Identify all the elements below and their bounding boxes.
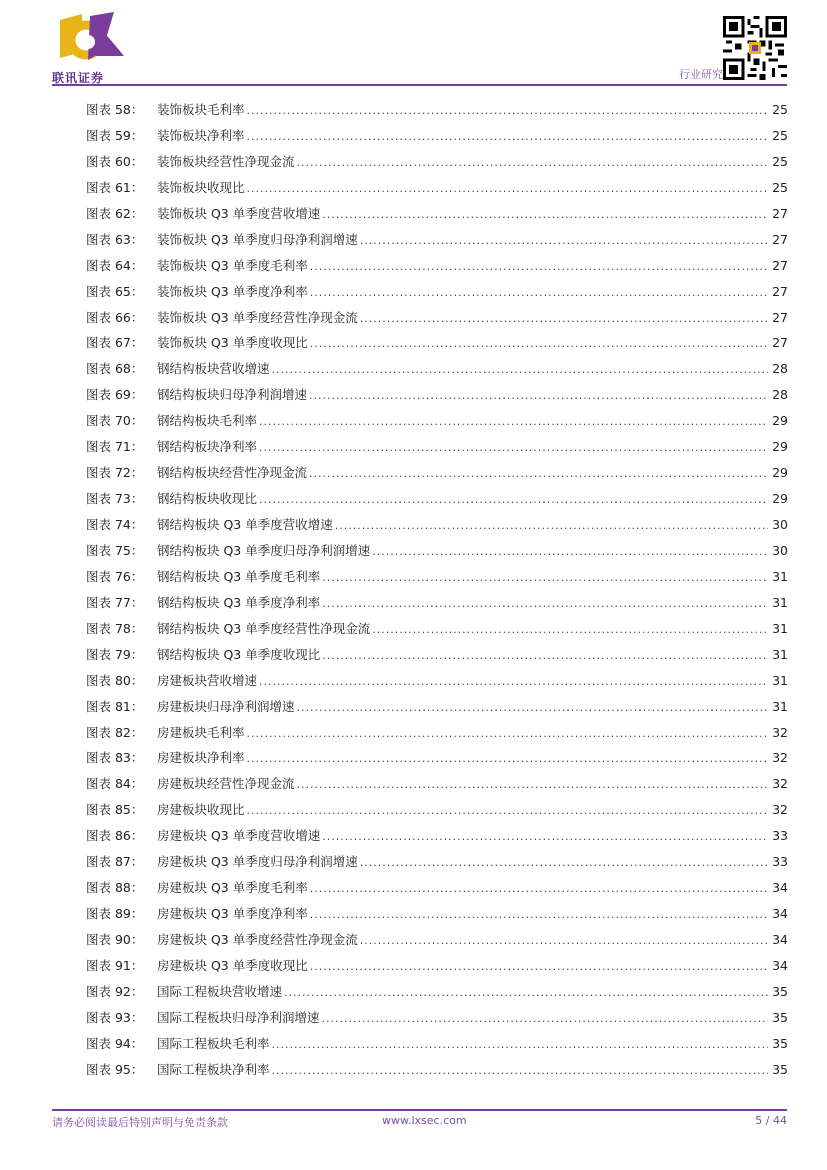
- toc-entry[interactable]: [86, 642, 788, 668]
- toc-entry-number: 图表 72：: [86, 465, 144, 481]
- toc-entry[interactable]: [86, 590, 788, 616]
- toc-entry[interactable]: [86, 538, 788, 564]
- toc-dot-leader: [372, 617, 768, 643]
- toc-entry-title[interactable]: 房建板块收现比: [157, 802, 245, 818]
- toc-entry-number: 图表 63：: [86, 231, 144, 247]
- toc-entry[interactable]: [86, 797, 788, 823]
- toc-entry-number: 图表 83：: [86, 750, 144, 766]
- toc-entry-number: 图表 84：: [86, 776, 144, 792]
- toc-entry-title[interactable]: 装饰板块收现比: [157, 179, 245, 195]
- toc-entry-title[interactable]: 装饰板块 Q3 单季度营收增速: [157, 205, 321, 221]
- toc-entry[interactable]: [86, 486, 788, 512]
- toc-entry-page[interactable]: 28: [772, 387, 788, 403]
- toc-entry[interactable]: [86, 901, 788, 927]
- toc-entry-number: 图表 95：: [86, 1061, 144, 1077]
- toc-entry-number: 图表 75：: [86, 542, 144, 558]
- toc-entry-page[interactable]: 25: [772, 127, 788, 143]
- toc-entry-title[interactable]: 钢结构板块 Q3 单季度净利率: [157, 594, 321, 610]
- toc-entry[interactable]: [86, 279, 788, 305]
- toc-dot-leader: [310, 254, 768, 280]
- toc-entry-title[interactable]: 房建板块 Q3 单季度收现比: [157, 957, 308, 973]
- toc-entry-number: 图表 89：: [86, 906, 144, 922]
- toc-entry-page[interactable]: 28: [772, 361, 788, 377]
- toc-entry[interactable]: [86, 849, 788, 875]
- toc-entry-number: 图表 88：: [86, 880, 144, 896]
- toc-entry[interactable]: [86, 564, 788, 590]
- toc-entry-number: 图表 70：: [86, 413, 144, 429]
- toc-entry-page[interactable]: 31: [772, 646, 788, 662]
- toc-entry-title[interactable]: 房建板块经营性净现金流: [157, 776, 295, 792]
- toc-dot-leader: [322, 202, 768, 228]
- toc-entry-page[interactable]: 31: [772, 698, 788, 714]
- toc-entry-number: 图表 81：: [86, 698, 144, 714]
- toc-dot-leader: [272, 1032, 768, 1058]
- toc-dot-leader: [322, 1006, 768, 1032]
- toc-entry-page[interactable]: 34: [772, 906, 788, 922]
- disclaimer-link[interactable]: 请务必阅读最后特别声明与免责条款: [52, 1116, 228, 1129]
- toc-dot-leader: [360, 306, 768, 332]
- toc-entry[interactable]: [86, 694, 788, 720]
- toc-entry-title[interactable]: 房建板块 Q3 单季度经营性净现金流: [157, 932, 358, 947]
- toc-entry-title[interactable]: 房建板块净利率: [157, 750, 245, 766]
- toc-entry-page[interactable]: 35: [772, 983, 788, 999]
- toc-entry[interactable]: [86, 175, 788, 201]
- toc-entry[interactable]: [86, 953, 788, 979]
- toc-entry[interactable]: [86, 356, 788, 382]
- toc-entry-number: 图表 86：: [86, 828, 144, 844]
- toc-entry-page[interactable]: 25: [772, 153, 788, 169]
- toc-entry-title[interactable]: 国际工程板块毛利率: [157, 1035, 270, 1051]
- toc-entry[interactable]: [86, 253, 788, 279]
- toc-entry-number: 图表 61：: [86, 179, 144, 195]
- toc-entry[interactable]: [86, 408, 788, 434]
- toc-dot-leader: [360, 928, 768, 954]
- toc-entry-title[interactable]: 房建板块 Q3 单季度归母净利润增速: [157, 854, 358, 870]
- toc-entry[interactable]: [86, 616, 788, 642]
- toc-entry-page[interactable]: 31: [772, 594, 788, 610]
- toc-entry-page[interactable]: 27: [772, 231, 788, 247]
- toc-dot-leader: [360, 850, 768, 876]
- toc-entry-page[interactable]: 35: [772, 1061, 788, 1077]
- toc-entry-number: 图表 87：: [86, 854, 144, 870]
- toc-entry-page[interactable]: 27: [772, 257, 788, 273]
- toc-entry[interactable]: [86, 382, 788, 408]
- toc-entry-title[interactable]: 国际工程板块净利率: [157, 1061, 270, 1077]
- toc-entry-page[interactable]: 27: [772, 205, 788, 221]
- toc-entry-title[interactable]: 钢结构板块归母净利润增速: [157, 387, 308, 403]
- toc-entry-number: 图表 80：: [86, 672, 144, 688]
- toc-entry-title[interactable]: 钢结构板块 Q3 单季度营收增速: [157, 517, 333, 532]
- toc-entry-title[interactable]: 钢结构板块经营性净现金流: [157, 465, 308, 481]
- toc-dot-leader: [322, 591, 768, 617]
- page-number: 5 / 44: [755, 1114, 787, 1127]
- toc-entry-page[interactable]: 35: [772, 1009, 788, 1025]
- toc-entry-page[interactable]: 32: [772, 802, 788, 818]
- toc-entry-title[interactable]: 房建板块 Q3 单季度毛利率: [157, 880, 308, 896]
- toc-entry[interactable]: [86, 1005, 788, 1031]
- toc-entry-page[interactable]: 32: [772, 750, 788, 766]
- toc-entry-page[interactable]: 29: [772, 439, 788, 455]
- toc-entry-title[interactable]: 钢结构板块毛利率: [157, 413, 258, 429]
- toc-entry-title[interactable]: 房建板块营收增速: [157, 672, 258, 688]
- toc-entry-page[interactable]: 29: [772, 413, 788, 429]
- toc-entry-number: 图表 60：: [86, 153, 144, 169]
- toc-entry-number: 图表 64：: [86, 257, 144, 273]
- toc-entry-page[interactable]: 32: [772, 724, 788, 740]
- toc-entry[interactable]: [86, 123, 788, 149]
- toc-entry-number: 图表 69：: [86, 387, 144, 403]
- toc-entry-title[interactable]: 钢结构板块净利率: [157, 439, 258, 455]
- toc-entry-number: 图表 91：: [86, 957, 144, 973]
- toc-entry[interactable]: [86, 745, 788, 771]
- toc-entry-page[interactable]: 25: [772, 179, 788, 195]
- toc-entry[interactable]: [86, 330, 788, 356]
- toc-entry-page[interactable]: 32: [772, 776, 788, 792]
- toc-entry-title[interactable]: 房建板块 Q3 单季度营收增速: [157, 828, 321, 844]
- toc-entry-title[interactable]: 钢结构板块收现比: [157, 491, 258, 507]
- company-logo: [52, 12, 132, 86]
- toc-entry-number: 图表 79：: [86, 646, 144, 662]
- toc-entry-title[interactable]: 装饰板块 Q3 单季度毛利率: [157, 257, 308, 273]
- toc-entry[interactable]: [86, 771, 788, 797]
- toc-entry[interactable]: [86, 227, 788, 253]
- toc-entry-number: 图表 66：: [86, 309, 144, 325]
- toc-dot-leader: [247, 721, 768, 747]
- toc-dot-leader: [310, 954, 768, 980]
- toc-entry-number: 图表 92：: [86, 983, 144, 999]
- toc-entry-page[interactable]: 34: [772, 880, 788, 896]
- toc-entry[interactable]: [86, 979, 788, 1005]
- toc-entry-number: 图表 78：: [86, 620, 144, 636]
- toc-dot-leader: [247, 798, 768, 824]
- toc-entry-page[interactable]: 25: [772, 102, 788, 117]
- toc-dot-leader: [322, 824, 768, 850]
- toc-entry-title[interactable]: 装饰板块 Q3 单季度净利率: [157, 283, 308, 299]
- toc-entry-number: 图表 71：: [86, 439, 144, 455]
- toc-dot-leader: [259, 435, 768, 461]
- toc-entry-title[interactable]: 装饰板块 Q3 单季度归母净利润增速: [157, 231, 358, 247]
- toc-entry-title[interactable]: 房建板块归母净利润增速: [157, 698, 295, 714]
- toc-dot-leader: [335, 513, 768, 539]
- toc-dot-leader: [284, 980, 768, 1006]
- toc-dot-leader: [247, 176, 768, 202]
- toc-entry-number: 图表 65：: [86, 283, 144, 299]
- toc-dot-leader: [247, 746, 768, 772]
- toc-entry-title[interactable]: 装饰板块 Q3 单季度收现比: [157, 335, 308, 351]
- toc-entry-page[interactable]: 27: [772, 283, 788, 299]
- toc-entry[interactable]: [86, 668, 788, 694]
- toc-entry-title[interactable]: 钢结构板块 Q3 单季度归母净利润增速: [157, 542, 371, 558]
- toc-entry-page[interactable]: 35: [772, 1035, 788, 1051]
- toc-entry-title[interactable]: 装饰板块经营性净现金流: [157, 153, 295, 169]
- toc-dot-leader: [247, 124, 768, 150]
- toc-dot-leader: [310, 280, 768, 306]
- toc-entry-number: 图表 58：: [86, 102, 144, 117]
- toc-entry-title[interactable]: 钢结构板块 Q3 单季度经营性净现金流: [157, 620, 371, 636]
- toc-dot-leader: [310, 902, 768, 928]
- toc-entry-title[interactable]: 国际工程板块营收增速: [157, 983, 283, 999]
- toc-entry-number: 图表 68：: [86, 361, 144, 377]
- toc-entry-number: 图表 59：: [86, 127, 144, 143]
- toc-entry-page[interactable]: 27: [772, 335, 788, 351]
- toc-entry-number: 图表 62：: [86, 205, 144, 221]
- toc-entry-page[interactable]: 33: [772, 854, 788, 870]
- toc-entry-page[interactable]: 33: [772, 828, 788, 844]
- toc-dot-leader: [259, 409, 768, 435]
- toc-entry[interactable]: [86, 305, 788, 331]
- figure-index-list: [86, 97, 788, 1083]
- toc-dot-leader: [309, 461, 768, 487]
- toc-entry-page[interactable]: 34: [772, 932, 788, 947]
- toc-dot-leader: [360, 228, 768, 254]
- toc-dot-leader: [272, 1058, 768, 1084]
- toc-entry-page[interactable]: 31: [772, 672, 788, 688]
- toc-entry-title[interactable]: 房建板块 Q3 单季度净利率: [157, 906, 308, 922]
- header-divider: [52, 84, 787, 86]
- toc-entry-title[interactable]: 房建板块毛利率: [157, 724, 245, 740]
- toc-entry-number: 图表 76：: [86, 568, 144, 584]
- toc-entry-number: 图表 93：: [86, 1009, 144, 1025]
- toc-entry-page[interactable]: 30: [772, 517, 788, 532]
- footer-divider: [52, 1109, 787, 1111]
- toc-entry[interactable]: [86, 97, 788, 123]
- toc-dot-leader: [310, 876, 768, 902]
- toc-dot-leader: [259, 487, 768, 513]
- toc-dot-leader: [372, 539, 768, 565]
- toc-entry-number: 图表 94：: [86, 1035, 144, 1051]
- toc-entry-number: 图表 82：: [86, 724, 144, 740]
- toc-entry[interactable]: [86, 434, 788, 460]
- toc-entry-number: 图表 77：: [86, 594, 144, 610]
- toc-entry-number: 图表 85：: [86, 802, 144, 818]
- toc-entry-page[interactable]: 30: [772, 542, 788, 558]
- toc-dot-leader: [322, 565, 768, 591]
- toc-entry-number: 图表 73：: [86, 491, 144, 507]
- toc-entry-number: 图表 74：: [86, 517, 144, 532]
- toc-entry[interactable]: [86, 823, 788, 849]
- logo-mark-icon: [52, 12, 132, 70]
- toc-entry[interactable]: [86, 149, 788, 175]
- qr-code-icon: [723, 16, 787, 80]
- section-label: 行业研究: [679, 68, 723, 81]
- company-name: 联讯证券: [52, 71, 105, 85]
- toc-entry-title[interactable]: 钢结构板块 Q3 单季度毛利率: [157, 568, 321, 584]
- toc-dot-leader: [297, 772, 768, 798]
- toc-entry-title[interactable]: 国际工程板块归母净利润增速: [157, 1009, 320, 1025]
- toc-entry-page[interactable]: 29: [772, 465, 788, 481]
- toc-entry-title[interactable]: 钢结构板块 Q3 单季度收现比: [157, 646, 321, 662]
- toc-entry[interactable]: [86, 875, 788, 901]
- toc-dot-leader: [272, 357, 768, 383]
- toc-entry-title[interactable]: 钢结构板块营收增速: [157, 361, 270, 377]
- toc-entry[interactable]: [86, 201, 788, 227]
- toc-entry[interactable]: [86, 1031, 788, 1057]
- toc-entry-number: 图表 67：: [86, 335, 144, 351]
- toc-dot-leader: [310, 331, 768, 357]
- toc-entry[interactable]: [86, 512, 788, 538]
- toc-entry-title[interactable]: 装饰板块净利率: [157, 127, 245, 143]
- website-link[interactable]: www.lxsec.com: [382, 1114, 467, 1127]
- toc-entry-page[interactable]: 31: [772, 568, 788, 584]
- toc-entry-number: 图表 90：: [86, 932, 144, 947]
- toc-entry-title[interactable]: 装饰板块毛利率: [157, 102, 245, 117]
- toc-dot-leader: [297, 150, 768, 176]
- toc-entry-page[interactable]: 29: [772, 491, 788, 507]
- toc-entry[interactable]: [86, 1057, 788, 1083]
- toc-entry-page[interactable]: 34: [772, 957, 788, 973]
- toc-entry[interactable]: [86, 460, 788, 486]
- toc-dot-leader: [322, 643, 768, 669]
- toc-dot-leader: [297, 695, 768, 721]
- toc-entry-title[interactable]: 装饰板块 Q3 单季度经营性净现金流: [157, 309, 358, 325]
- toc-dot-leader: [309, 383, 768, 409]
- toc-entry[interactable]: [86, 720, 788, 746]
- toc-dot-leader: [259, 669, 768, 695]
- toc-entry[interactable]: [86, 927, 788, 953]
- toc-entry-page[interactable]: 31: [772, 620, 788, 636]
- toc-dot-leader: [247, 98, 768, 124]
- toc-entry-page[interactable]: 27: [772, 309, 788, 325]
